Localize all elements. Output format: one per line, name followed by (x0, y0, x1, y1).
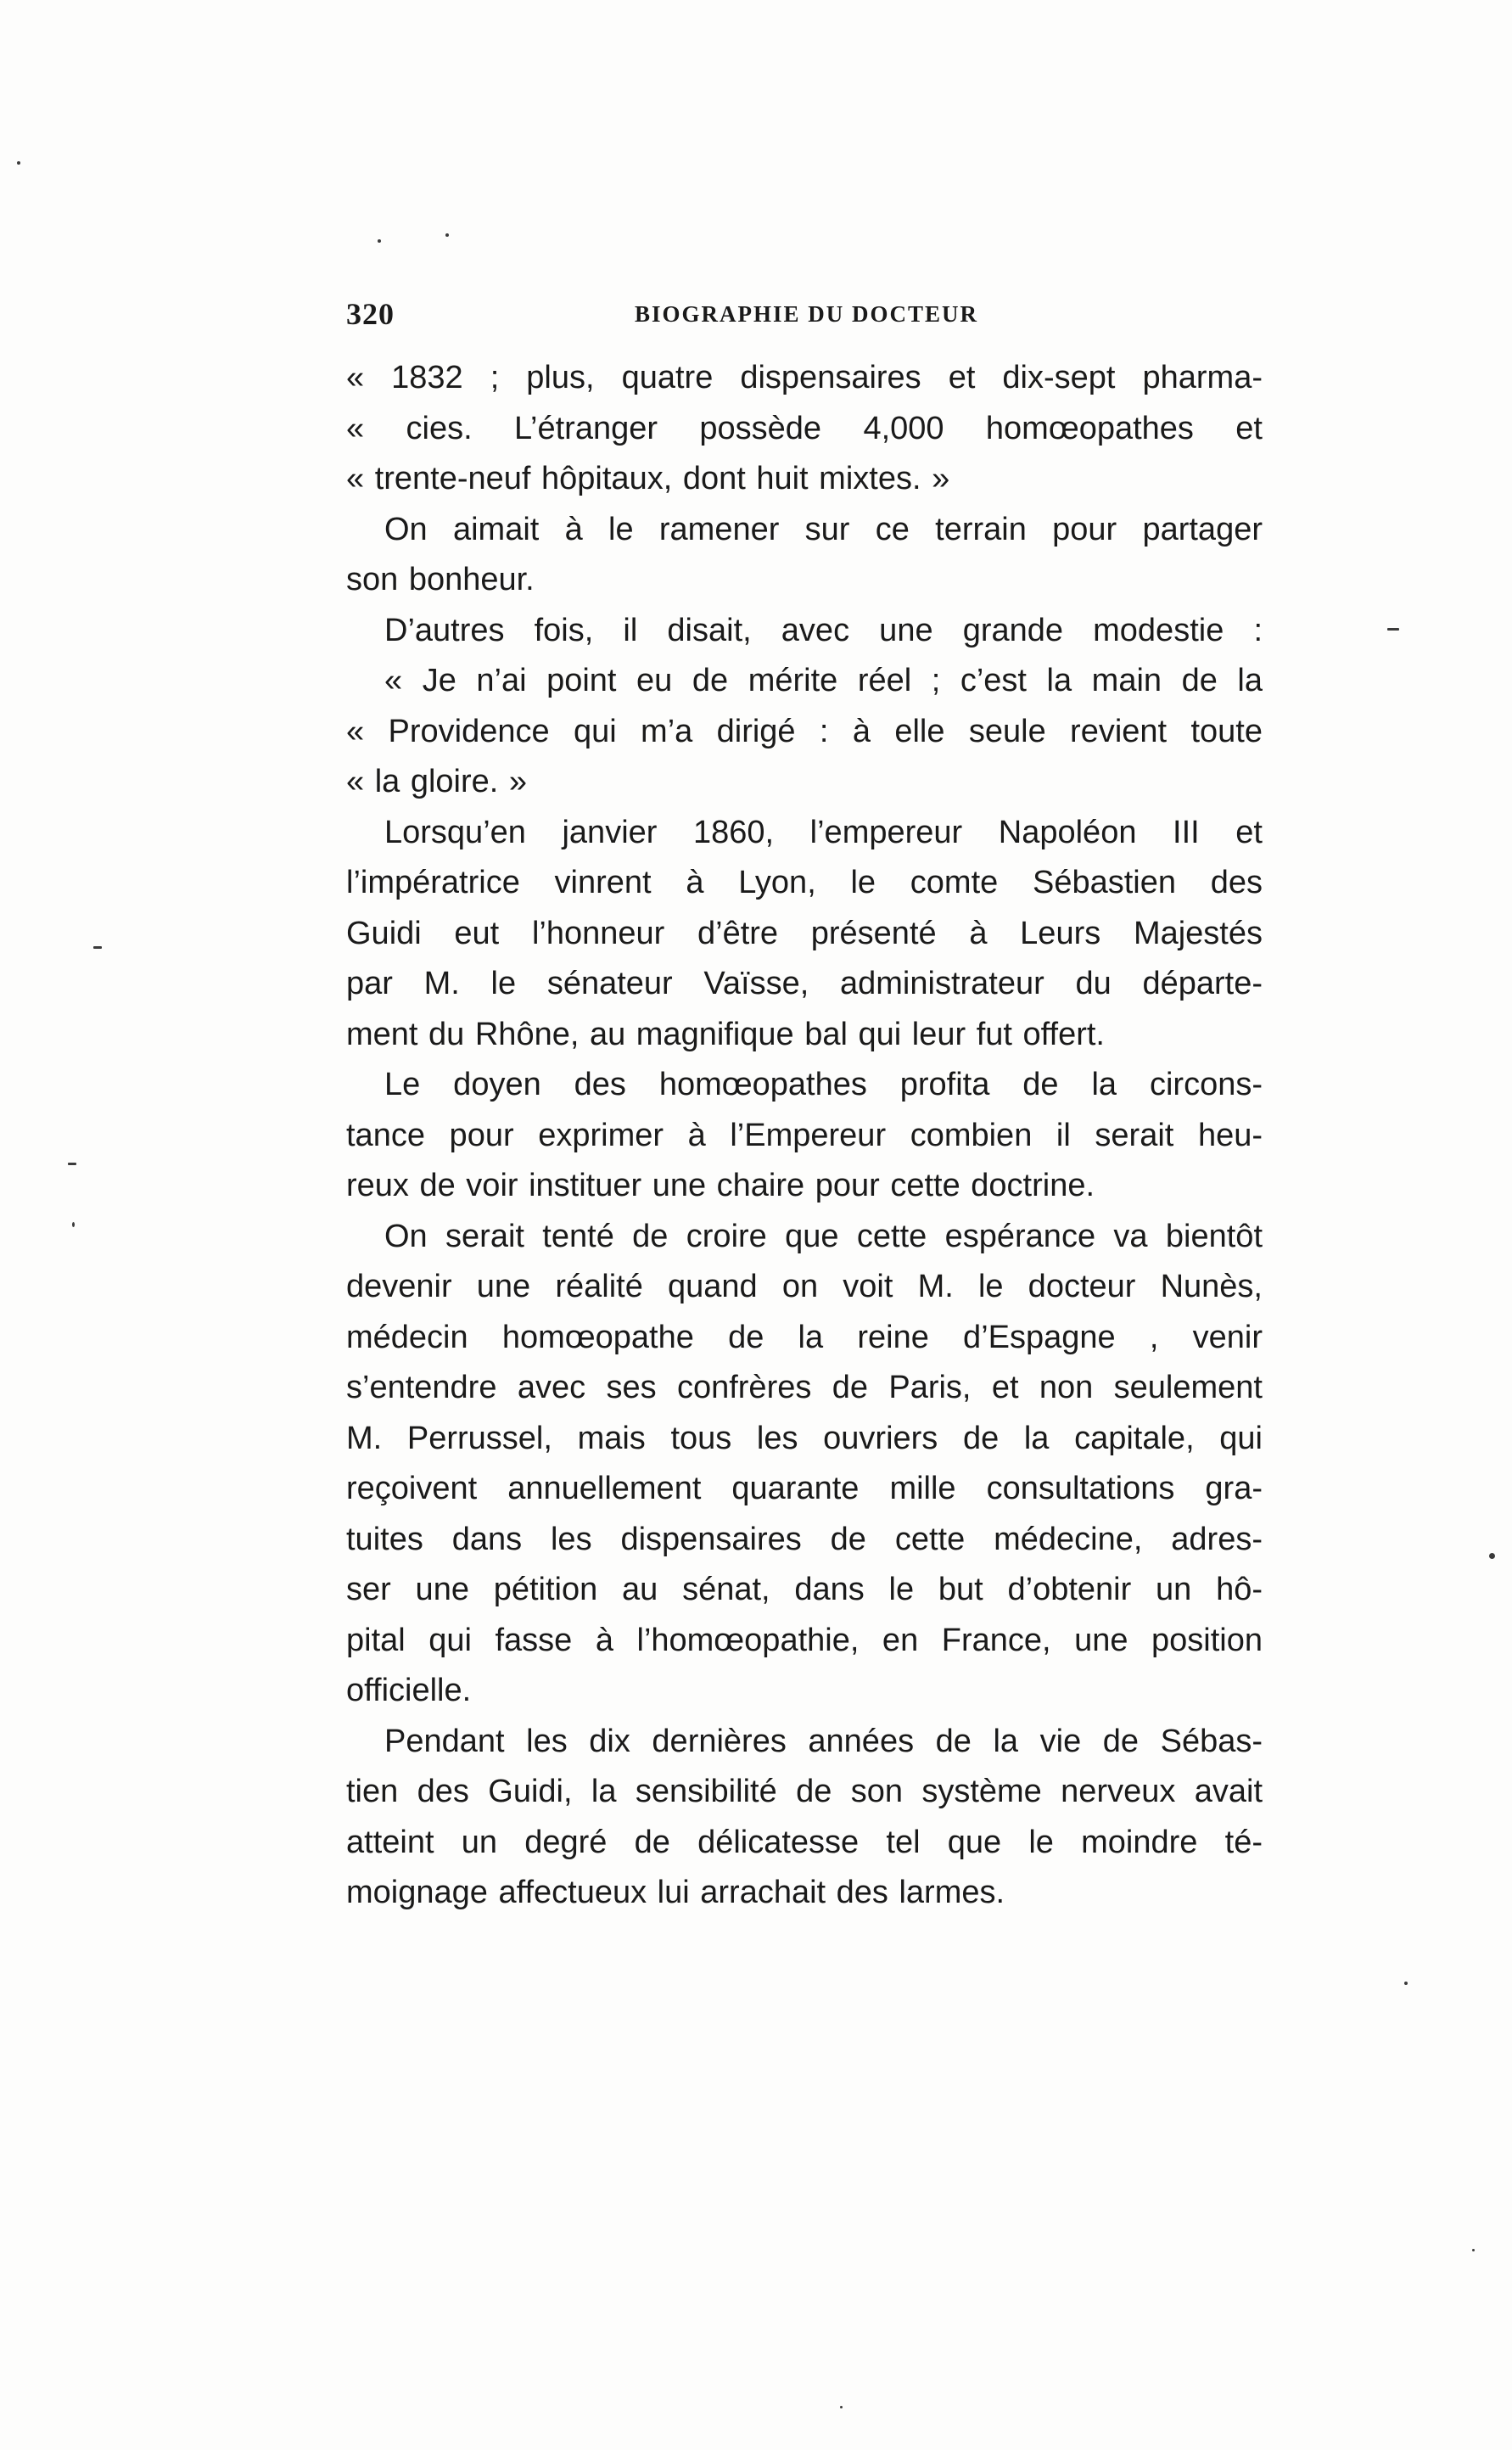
text-line: tance pour exprimer à l’Empereur combien il serait heu- (346, 1117, 1263, 1153)
page-number: 320 (346, 297, 395, 331)
text-line: « cies. L’étranger possède 4,000 homœopathes et (346, 410, 1263, 446)
scan-speck (93, 946, 102, 949)
text-line: Lorsqu’en janvier 1860, l’empereur Napoléon III et (384, 814, 1263, 850)
text-line: « Providence qui m’a dirigé : à elle seule revient toute (346, 713, 1263, 749)
text-line: Guidi eut l’honneur d’être présenté à Leurs Majestés (346, 915, 1263, 951)
text-line: l’impératrice vinrent à Lyon, le comte Sébastien des (346, 865, 1263, 900)
text-line: devenir une réalité quand on voit M. le docteur Nunès, (346, 1269, 1263, 1304)
scan-speck (1387, 628, 1399, 631)
text-line: officielle. (346, 1673, 472, 1708)
scan-speck (840, 2406, 843, 2408)
text-line: Pendant les dix dernières années de la vie de Sébas- (384, 1723, 1263, 1759)
text-line: D’autres fois, il disait, avec une grande modestie : (384, 612, 1263, 648)
scan-speck (17, 161, 20, 165)
text-line: moignage affectueux lui arrachait des larmes. (346, 1875, 1005, 1910)
page-header (346, 293, 1263, 335)
text-line: ment du Rhône, au magnifique bal qui leur fut offert. (346, 1016, 1105, 1052)
text-line: M. Perrussel, mais tous les ouvriers de la capitale, qui (346, 1420, 1263, 1456)
text-line: médecin homœopathe de la reine d’Espagne , venir (346, 1319, 1263, 1355)
text-line: « Je n’ai point eu de mérite réel ; c’est la main de la (384, 663, 1263, 698)
scan-speck (1404, 1982, 1408, 1985)
scan-speck (1472, 2249, 1475, 2251)
body-text (346, 353, 1263, 1919)
scan-speck (378, 239, 381, 243)
text-line: « 1832 ; plus, quatre dispensaires et dix-sept pharma- (346, 360, 1263, 395)
text-line: son bonheur. (346, 562, 535, 597)
scan-speck (1489, 1553, 1495, 1559)
scan-speck (68, 1163, 76, 1165)
text-line: On serait tenté de croire que cette espérance va bientôt (384, 1218, 1263, 1254)
text-line: s’entendre avec ses confrères de Paris, et non seulement (346, 1370, 1263, 1405)
text-line: reçoivent annuellement quarante mille consultations gra- (346, 1471, 1263, 1506)
running-head: BIOGRAPHIE DU DOCTEUR (635, 301, 979, 327)
text-line: tien des Guidi, la sensibilité de son système nerveux avait (346, 1774, 1263, 1809)
text-line: Le doyen des homœopathes profita de la circons- (384, 1067, 1263, 1102)
text-line: « la gloire. » (346, 764, 528, 799)
text-line: par M. le sénateur Vaïsse, administrateur du départe- (346, 966, 1263, 1001)
text-line: tuites dans les dispensaires de cette médecine, adres- (346, 1521, 1263, 1557)
text-line: reux de voir instituer une chaire pour cette doctrine. (346, 1168, 1095, 1203)
text-line: atteint un degré de délicatesse tel que le moindre té- (346, 1824, 1263, 1860)
text-line: pital qui fasse à l’homœopathie, en France, une position (346, 1622, 1263, 1658)
text-line: « trente-neuf hôpitaux, dont huit mixtes. » (346, 461, 950, 496)
scan-speck (72, 1222, 75, 1227)
text-line: On aimait à le ramener sur ce terrain pour partager (384, 511, 1263, 547)
text-line: ser une pétition au sénat, dans le but d’obtenir un hô- (346, 1572, 1263, 1607)
scan-speck (445, 233, 449, 237)
